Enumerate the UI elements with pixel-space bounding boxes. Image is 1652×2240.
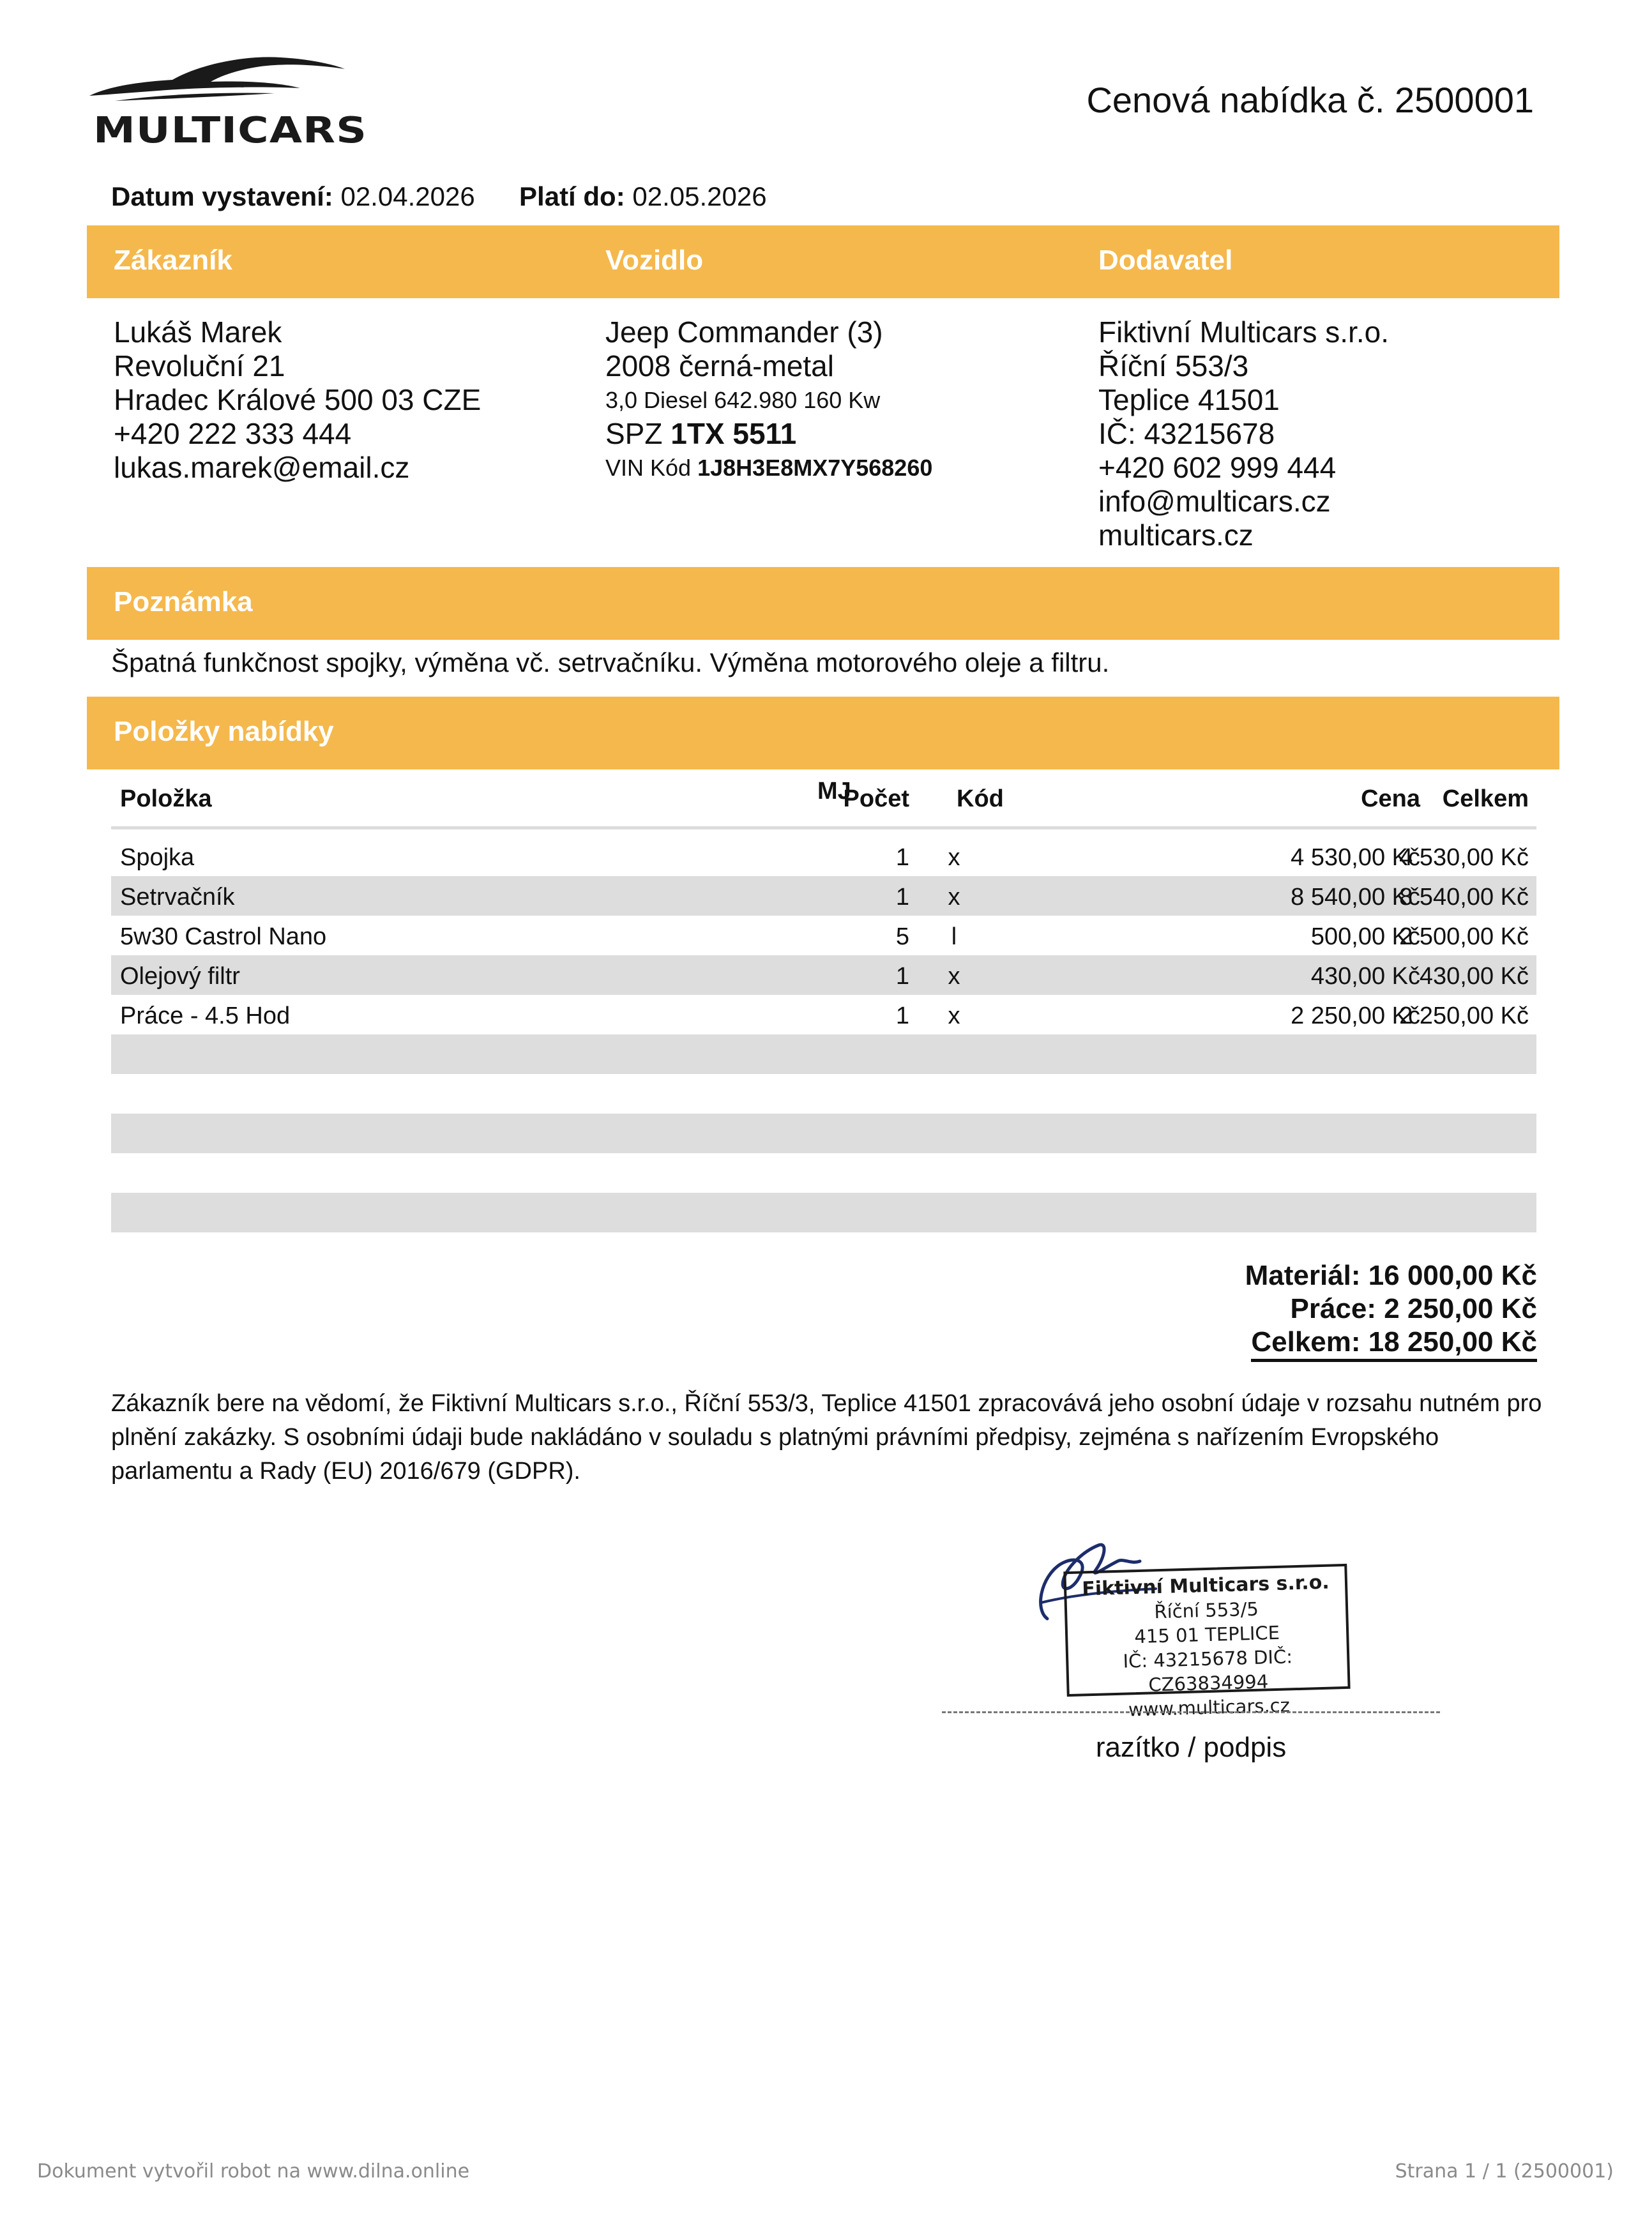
stamp-ids: IČ: 43215678 DIČ: CZ63834994 — [1123, 1646, 1293, 1696]
cell-unit: x — [948, 963, 960, 990]
table-body — [111, 836, 1536, 1272]
note-heading: Poznámka — [114, 586, 253, 617]
issued-value: 02.04.2026 — [340, 181, 475, 211]
customer-heading: Zákazník — [114, 245, 232, 276]
empty-table-row — [111, 1074, 1536, 1114]
supplier-email: info@multicars.cz — [1098, 485, 1331, 518]
customer-street: Revoluční 21 — [114, 349, 285, 382]
car-silhouette-icon — [89, 51, 351, 115]
cell-qty: 1 — [895, 844, 909, 871]
cell-total: 4 530,00 Kč — [1399, 844, 1529, 871]
vehicle-model: Jeep Commander (3) — [605, 315, 883, 349]
parties-header-bar — [87, 225, 1559, 298]
items-table — [111, 778, 1536, 1272]
spz-label: SPZ — [605, 417, 663, 450]
material-total: Materiál: 16 000,00 Kč — [1245, 1260, 1537, 1291]
table-row — [111, 836, 1536, 876]
cell-item: Spojka — [120, 844, 195, 871]
cell-total: 8 540,00 Kč — [1399, 884, 1529, 911]
document-title: Cenová nabídka č. 2500001 — [1086, 80, 1534, 120]
supplier-phone: +420 602 999 444 — [1098, 451, 1337, 484]
logo-wordmark: MULTICARS — [93, 110, 367, 151]
stamp-street: Říční 553/5 — [1153, 1598, 1259, 1623]
grand-total: Celkem: 18 250,00 Kč — [1251, 1326, 1537, 1362]
stamp-city: 415 01 TEPLICE — [1134, 1621, 1280, 1648]
cell-price: 430,00 Kč — [1310, 963, 1420, 990]
supplier-city: Teplice 41501 — [1098, 383, 1280, 416]
spz-value: 1TX 5511 — [671, 417, 797, 450]
items-header-bar — [87, 697, 1559, 769]
col-unit-header: MJ — [817, 778, 851, 805]
empty-table-row — [111, 1153, 1536, 1193]
cell-item: Práce - 4.5 Hod — [120, 1003, 291, 1029]
cell-qty: 5 — [895, 923, 909, 950]
supplier-street: Říční 553/3 — [1098, 349, 1249, 382]
cell-price: 4 530,00 Kč — [1291, 844, 1420, 871]
stamp-company-name: Fiktivní Multicars s.r.o. — [1081, 1571, 1330, 1601]
cell-total: 430,00 Kč — [1419, 963, 1529, 990]
col-qty-header: Počet — [843, 785, 909, 812]
vehicle-details — [605, 315, 932, 485]
cell-qty: 1 — [895, 1003, 909, 1029]
empty-table-row — [111, 1193, 1536, 1232]
customer-details — [114, 315, 481, 485]
supplier-details — [1098, 315, 1389, 552]
table-row — [111, 916, 1536, 955]
vehicle-engine: 3,0 Diesel 642.980 160 Kw — [605, 387, 881, 413]
supplier-name: Fiktivní Multicars s.r.o. — [1098, 315, 1389, 349]
col-item-header: Položka — [120, 785, 212, 812]
cell-unit: x — [948, 884, 960, 911]
note-header-bar — [87, 567, 1559, 640]
col-code-header: Kód — [957, 785, 1004, 812]
cell-price: 500,00 Kč — [1310, 923, 1420, 950]
customer-email: lukas.marek@email.cz — [114, 451, 410, 484]
customer-phone: +420 222 333 444 — [114, 417, 352, 450]
table-header — [111, 778, 1536, 828]
cell-qty: 1 — [895, 884, 909, 911]
cell-unit: l — [951, 923, 957, 950]
table-row — [111, 995, 1536, 1034]
vehicle-heading: Vozidlo — [605, 245, 704, 276]
signature-line — [942, 1711, 1440, 1713]
totals-block — [1245, 1259, 1537, 1362]
company-stamp — [1063, 1564, 1350, 1721]
cell-item: Olejový filtr — [120, 963, 240, 990]
empty-table-row — [111, 1114, 1536, 1153]
valid-value: 02.05.2026 — [632, 181, 767, 211]
issued-label: Datum vystavení: — [111, 181, 333, 211]
cell-item: Setrvačník — [120, 884, 235, 911]
customer-name: Lukáš Marek — [114, 315, 282, 349]
vin-value: 1J8H3E8MX7Y568260 — [697, 455, 933, 481]
cell-unit: x — [948, 1003, 960, 1029]
supplier-ic: IČ: 43215678 — [1098, 417, 1275, 450]
cell-total: 2 250,00 Kč — [1399, 1003, 1529, 1029]
footer-page: Strana 1 / 1 (2500001) — [1395, 2160, 1614, 2183]
signature-label: razítko / podpis — [1095, 1732, 1287, 1763]
cell-price: 8 540,00 Kč — [1291, 884, 1420, 911]
valid-label: Platí do: — [519, 181, 625, 211]
customer-city: Hradec Králové 500 03 CZE — [114, 383, 481, 416]
footer-generator: Dokument vytvořil robot na www.dilna.online — [37, 2160, 470, 2183]
document-dates — [111, 181, 767, 212]
col-total-header: Celkem — [1442, 785, 1529, 812]
supplier-web: multicars.cz — [1098, 518, 1254, 552]
supplier-heading: Dodavatel — [1098, 245, 1233, 276]
gdpr-notice: Zákazník bere na vědomí, že Fiktivní Multicars s.r.o., Říční 553/3, Teplice 41501 zpracovává jeho osobní údaje v rozsahu nutném pro plnění zakázky. S osobními údaji bude nakládáno v souladu s platnými právními předpisy, zejména s nařízením Evropského parlamentu a Rady (EU) 2016/679 (GDPR). — [111, 1390, 1542, 1485]
items-heading: Položky nabídky — [114, 716, 334, 747]
cell-qty: 1 — [895, 963, 909, 990]
cell-price: 2 250,00 Kč — [1291, 1003, 1420, 1029]
vehicle-spz — [605, 417, 932, 451]
cell-item: 5w30 Castrol Nano — [120, 923, 327, 950]
header-divider — [111, 826, 1536, 829]
vin-label: VIN Kód — [605, 455, 692, 481]
vehicle-vin — [605, 451, 932, 485]
col-price-header: Cena — [1361, 785, 1420, 812]
company-logo — [89, 51, 367, 151]
cell-unit: x — [948, 844, 960, 871]
cell-total: 2 500,00 Kč — [1399, 923, 1529, 950]
table-row — [111, 955, 1536, 995]
note-text: Špatná funkčnost spojky, výměna vč. setrvačníku. Výměna motorového oleje a filtru. — [111, 647, 1110, 677]
table-row — [111, 876, 1536, 916]
vehicle-year-color: 2008 černá-metal — [605, 349, 834, 382]
stamp-web: www.multicars.cz — [1128, 1694, 1291, 1721]
labor-total: Práce: 2 250,00 Kč — [1290, 1293, 1537, 1324]
empty-table-row — [111, 1034, 1536, 1074]
